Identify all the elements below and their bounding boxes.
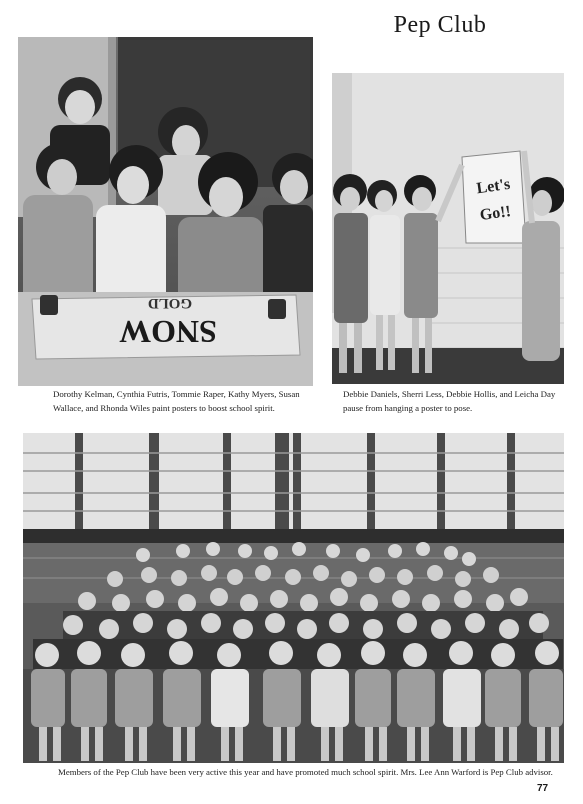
page-number: 77: [537, 783, 549, 794]
group-photo: [23, 433, 564, 763]
poster-hanging-photo: [332, 73, 564, 384]
poster-hanging-caption: Debbie Daniels, Sherri Less, Debbie Hollis, and Leicha Day pause from hanging a poster to pose.: [343, 389, 556, 413]
poster-word-snow: SNOW: [119, 314, 217, 350]
poster-word-gold: GOLD: [147, 295, 193, 311]
poster-word-lets: Let's: [475, 175, 512, 198]
poster-word-go: Go!!: [478, 202, 512, 225]
poster-painting-photo: [18, 37, 313, 386]
group-caption: Members of the Pep Club have been very active this year and have promoted much school spirit. Mrs. Lee Ann Warford is Pep Club advisor.: [58, 767, 553, 777]
page-title: Pep Club: [393, 12, 487, 38]
poster-painting-caption: Dorothy Kelman, Cynthia Futris, Tommie Raper, Kathy Myers, Susan Wallace, and Rhonda Wiles paint posters to boost school spirit.: [53, 389, 300, 413]
